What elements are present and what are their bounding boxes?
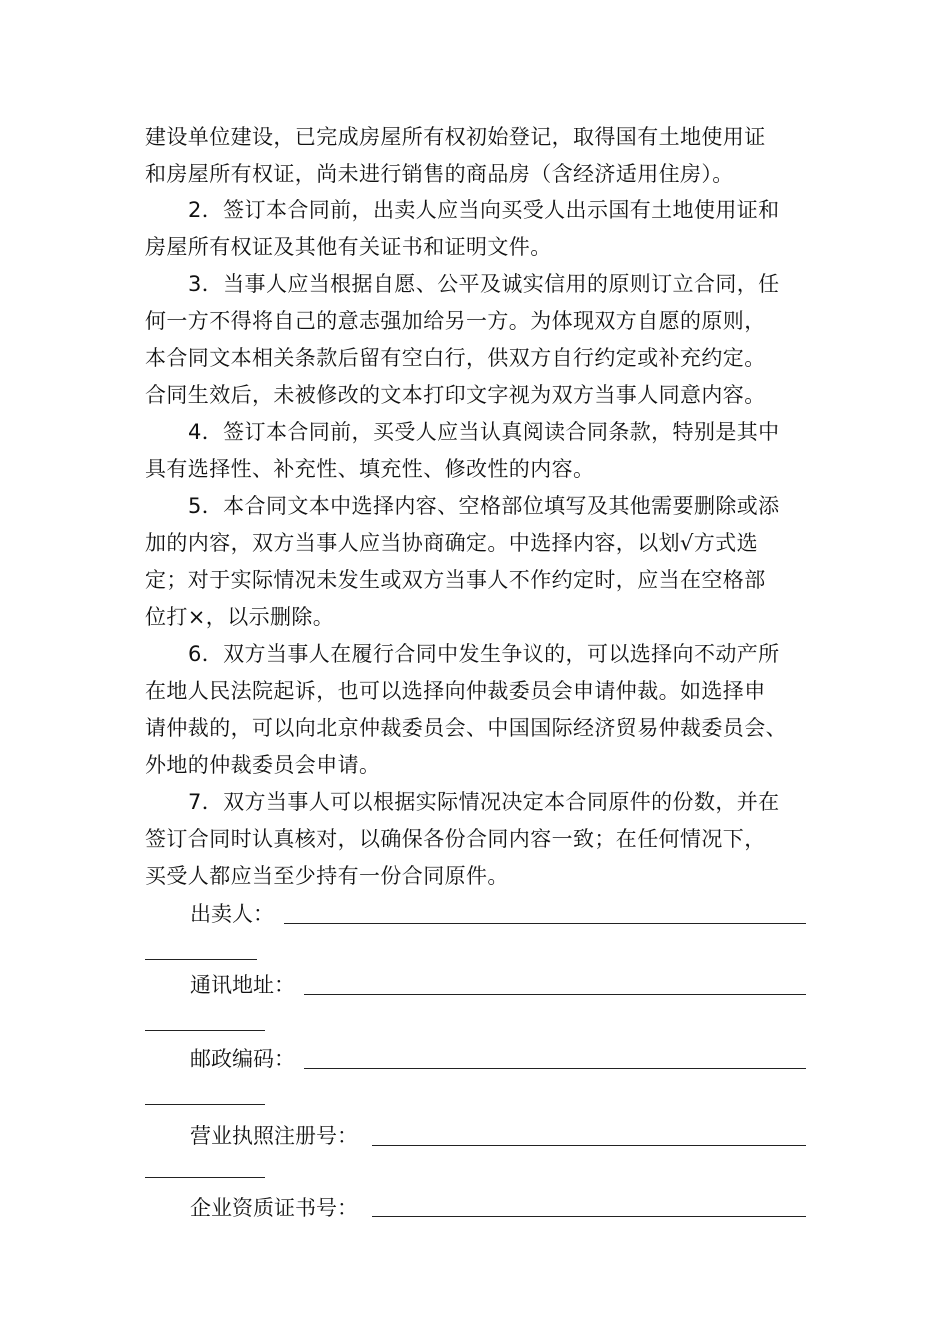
paragraph-line: 4．签订本合同前，买受人应当认真阅读合同条款，特别是其中 xyxy=(188,420,780,444)
paragraph-line: 在地人民法院起诉，也可以选择向仲裁委员会申请仲裁。如选择申 xyxy=(145,679,766,703)
paragraph-line: 外地的仲裁委员会申请。 xyxy=(145,753,381,777)
qualification-cert-blank-line[interactable] xyxy=(372,1216,806,1217)
seller-blank-line-continued[interactable] xyxy=(145,959,257,960)
postal-code-blank-line-continued[interactable] xyxy=(145,1104,265,1105)
business-license-blank-line-continued[interactable] xyxy=(145,1177,265,1178)
paragraph-line: 建设单位建设，已完成房屋所有权初始登记，取得国有土地使用证 xyxy=(145,125,766,149)
seller-label: 出卖人： xyxy=(190,902,274,926)
paragraph-line: 5．本合同文本中选择内容、空格部位填写及其他需要删除或添 xyxy=(188,494,780,518)
qualification-cert-label: 企业资质证书号： xyxy=(190,1196,358,1220)
paragraph-line: 签订合同时认真核对，以确保各份合同内容一致；在任何情况下， xyxy=(145,827,766,851)
business-license-blank-line[interactable] xyxy=(372,1145,806,1146)
paragraph-line: 2．签订本合同前，出卖人应当向买受人出示国有土地使用证和 xyxy=(188,198,780,222)
paragraph-line: 请仲裁的，可以向北京仲裁委员会、中国国际经济贸易仲裁委员会、 xyxy=(145,716,787,740)
paragraph-line: 买受人都应当至少持有一份合同原件。 xyxy=(145,864,509,888)
paragraph-line: 合同生效后，未被修改的文本打印文字视为双方当事人同意内容。 xyxy=(145,383,766,407)
paragraph-line: 7．双方当事人可以根据实际情况决定本合同原件的份数，并在 xyxy=(188,790,780,814)
address-blank-line-continued[interactable] xyxy=(145,1030,265,1031)
seller-blank-line[interactable] xyxy=(284,923,806,924)
paragraph-line: 6．双方当事人在履行合同中发生争议的，可以选择向不动产所 xyxy=(188,642,780,666)
paragraph-line: 3．当事人应当根据自愿、公平及诚实信用的原则订立合同，任 xyxy=(188,272,780,296)
postal-code-blank-line[interactable] xyxy=(304,1068,806,1069)
paragraph-line: 本合同文本相关条款后留有空白行，供双方自行约定或补充约定。 xyxy=(145,346,766,370)
paragraph-line: 加的内容，双方当事人应当协商确定。中选择内容，以划√方式选 xyxy=(145,531,758,555)
paragraph-line: 何一方不得将自己的意志强加给另一方。为体现双方自愿的原则， xyxy=(145,309,766,333)
paragraph-line: 位打×，以示删除。 xyxy=(145,605,335,629)
address-label: 通讯地址： xyxy=(190,973,295,997)
paragraph-line: 定；对于实际情况未发生或双方当事人不作约定时，应当在空格部 xyxy=(145,568,766,592)
business-license-label: 营业执照注册号： xyxy=(190,1124,358,1148)
paragraph-line: 和房屋所有权证，尚未进行销售的商品房（含经济适用住房）。 xyxy=(145,162,734,186)
paragraph-line: 房屋所有权证及其他有关证书和证明文件。 xyxy=(145,235,552,259)
paragraph-line: 具有选择性、补充性、填充性、修改性的内容。 xyxy=(145,457,595,481)
postal-code-label: 邮政编码： xyxy=(190,1047,295,1071)
address-blank-line[interactable] xyxy=(304,994,806,995)
